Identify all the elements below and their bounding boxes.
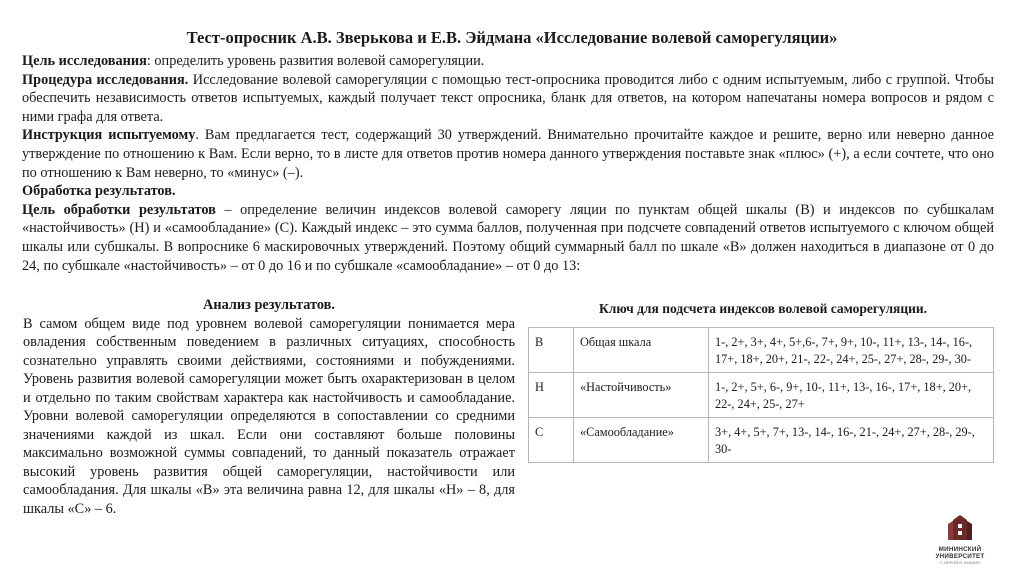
table-row xyxy=(529,418,994,463)
procedure-label: Процедура исследования. xyxy=(22,71,189,88)
logo-tagline: · С ВЕРОЙ В ЗНАНИЯ · xyxy=(937,560,983,565)
processing-heading: Обработка результатов. xyxy=(22,183,176,200)
intro-text xyxy=(22,52,994,275)
goal-label: Цель исследования xyxy=(22,53,147,69)
table-row xyxy=(529,328,994,373)
analysis-section xyxy=(23,296,515,518)
logo-name-line2: УНИВЕРСИТЕТ xyxy=(935,553,985,560)
instruction-text: . Вам предлагается тест, содержащий 30 утверждений. Внимательно прочитайте каждое и решите, верно или неверно данное утверждение по отношению к Вам. Если верно, то в листе для ответов против номера данного утверждения поставьте знак «плюс» (+), а если сочтете, что оно по отношению к Вам неверно, то «минус» (–). xyxy=(22,127,994,181)
processing-label: Цель обработки результатов xyxy=(22,201,216,218)
scale-code-cell: Н xyxy=(529,373,574,418)
goal-paragraph xyxy=(22,52,994,71)
instruction-paragraph xyxy=(22,126,994,182)
procedure-paragraph xyxy=(22,71,994,127)
university-logo xyxy=(928,515,992,565)
page-title: Тест-опросник А.В. Зверькова и Е.В. Эйдмана «Исследование волевой саморегуляции» xyxy=(186,28,838,47)
scale-items-cell: 1-, 2+, 3+, 4+, 5+,6-, 7+, 9+, 10-, 11+, 13-, 14-, 16-, 17+, 18+, 20+, 21-, 22-, 24+, 25-, 27+, 28-, 29-, 30- xyxy=(709,328,994,373)
logo-name-line1: МИНИНСКИЙ xyxy=(938,546,982,553)
scale-items-cell: 3+, 4+, 5+, 7+, 13-, 14-, 16-, 21-, 24+, 27+, 28-, 29-, 30- xyxy=(709,418,994,463)
scale-name-cell: «Самообладание» xyxy=(574,418,709,463)
processing-text: – определение величин индексов волевой саморегу ляции по пунктам общей шкалы (В) и индексов по субшкалам «настойчивость» (Н) и «самообладание» (С). Каждый индекс – это сумма баллов, полученная при подсчете совпадений ответов испытуемого с ключом общей шкалы или субшкалы. В вопроснике 6 маскировочных утверждений. Поэтому общий суммарный балл по шкале «В» должен находиться в диапазоне от 0 до 24, по субшкале «настойчивость» – от 0 до 16 и по субшкале «самообладание» – от 0 до 13: xyxy=(22,201,995,274)
table-row xyxy=(529,373,994,418)
scale-code-cell: С xyxy=(529,418,574,463)
goal-text: : определить уровень развития волевой саморегуляции. xyxy=(146,53,485,69)
analysis-text: В самом общем виде под уровнем волевой саморегуляции понимается мера овладения собственным поведением в различных ситуациях, способность сознательно управлять своими действиями, состояниями и побуждениями. Уровень развития волевой саморегуляции может быть охарактеризован в целом и отдельно по таким свойствам характера как настойчивость и самообладание. Уровни волевой саморегуляции определяются в сопоставлении со средними значениями каждой из шкал. Если они составляют больше половины максимально возможной суммы совпадений, то данный показатель отражает высокий уровень развития общей саморегуляции, настойчивости или самообладания. Для шкалы «В» эта величина равна 12, для шкалы «Н» – 8, для шкалы «С» – 6. xyxy=(23,315,515,517)
processing-paragraph xyxy=(22,201,994,275)
procedure-text: Исследование волевой саморегуляции с помощью тест-опросника проводится либо с одним испытуемым, либо с группой. Чтобы обеспечить независимость ответов испытуемых, каждый получает текст опросника, бланк для ответов, на котором напечатаны номера вопросов и рядом с ними графа для ответа. xyxy=(22,71,994,125)
key-table-title: Ключ для подсчета индексов волевой саморегуляции. xyxy=(598,301,928,316)
instruction-label: Инструкция испытуемому xyxy=(22,127,196,144)
tower-icon xyxy=(945,515,975,541)
scale-name-cell: «Настойчивость» xyxy=(574,373,709,418)
scale-code-cell: В xyxy=(529,328,574,373)
key-table xyxy=(528,327,994,463)
scale-items-cell: 1-, 2+, 5+, 6-, 9+, 10-, 11+, 13-, 16-, 17+, 18+, 20+, 22-, 24+, 25-, 27+ xyxy=(709,373,994,418)
analysis-heading: Анализ результатов. xyxy=(203,297,335,313)
scale-name-cell: Общая шкала xyxy=(574,328,709,373)
